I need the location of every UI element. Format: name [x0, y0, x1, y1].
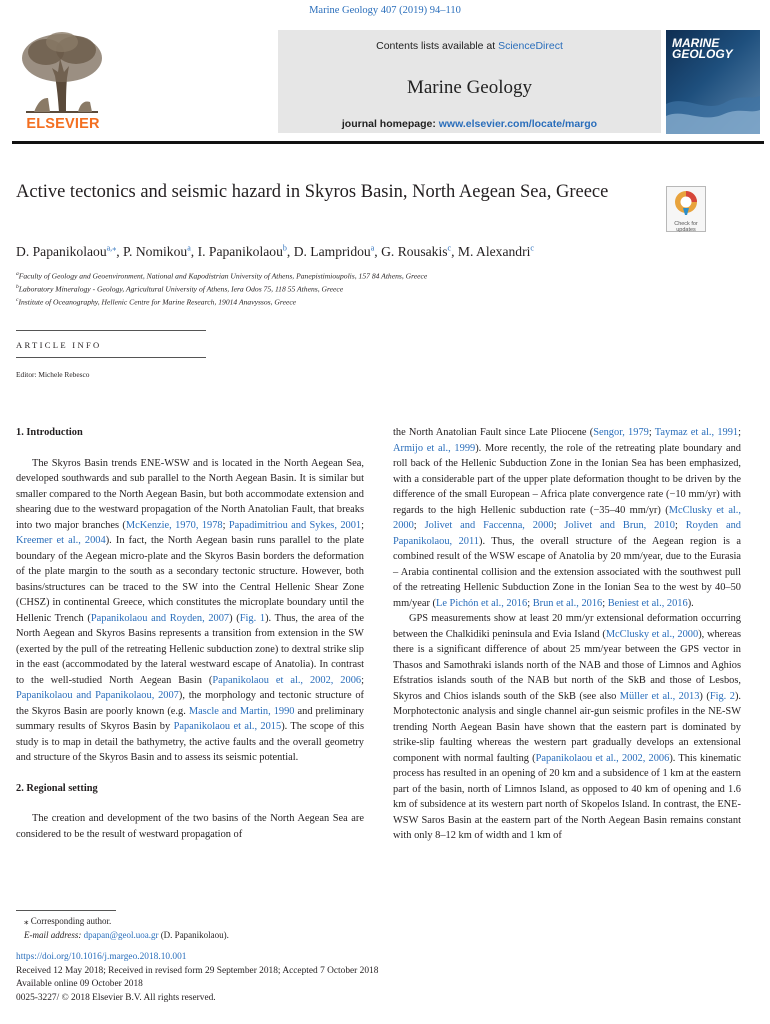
- text-run: ;: [361, 674, 364, 686]
- citation-link[interactable]: Royden and Papanikolaou, 2011: [393, 520, 741, 547]
- text-run: ) (: [699, 690, 710, 702]
- citation-link[interactable]: Papanikolaou et al., 2015: [173, 721, 282, 732]
- author-separator: ,: [374, 243, 382, 259]
- author-affiliation-mark[interactable]: c: [530, 243, 534, 252]
- journal-banner: [278, 30, 661, 133]
- body-paragraph: [393, 611, 741, 844]
- corresponding-author-mark[interactable]: ⁎: [112, 243, 117, 252]
- author-separator: ,: [116, 243, 123, 259]
- affiliation: [16, 295, 756, 308]
- text-run: ;: [602, 597, 608, 609]
- text-run: ). Thus, the overall structure of the Aegean region is a combined result of the WSW escape of Anatolia by 20 mm/year, due to the Eurasia – Arabia continental collision and the extension associated with the southwest pull of the retreating Hellenic Subduction Zone in the Ionian Sea to the west by 40–50 mm/year (: [393, 535, 741, 609]
- author-affiliation-mark[interactable]: c: [447, 243, 452, 252]
- author-name[interactable]: M. Alexandri: [457, 243, 531, 259]
- text-run: ), the morphology and tectonic structure of the Skyros Basin are poorly known (e.g.: [16, 690, 365, 717]
- citation-link[interactable]: Le Pichón et al., 2016: [436, 597, 528, 609]
- citation-link[interactable]: Mascle and Martin, 1990: [188, 705, 295, 717]
- text-run: ;: [648, 427, 655, 438]
- corresponding-author-line: ⁎ Corresponding author.: [24, 916, 112, 926]
- journal-citation[interactable]: Marine Geology 407 (2019) 94–110: [309, 5, 461, 16]
- affiliation-text: Institute of Oceanography, Hellenic Centre for Marine Research, 19014 Anavyssos, Greece: [18, 297, 297, 307]
- affiliation-text: Laboratory Mineralogy - Geology, Agricultural University of Athens, Iera Odos 75, 118 55 Athens, Greece: [18, 284, 344, 294]
- text-run: the North Anatolian Fault since Late Pliocene (: [393, 427, 594, 438]
- text-run: ;: [527, 597, 533, 609]
- body-paragraph: [16, 811, 364, 842]
- text-run: ) (: [229, 612, 240, 624]
- text-run: ). In fact, the North Aegean basin runs parallel to the plate boundary of the Aegean micro-plate and the Skyros Basin borders the deformation of the plate margin to the south as a secondary tectonic structure. However, both basins/structures can be traced to the SW into the Central Hellenic Shear Zone (CHSZ) in continental Greece, which constitutes the microplate boundary until the Hellenic Trench (: [16, 535, 365, 624]
- citation-link[interactable]: McKenzie, 1970, 1978: [125, 519, 223, 531]
- citation-link[interactable]: Brun et al., 2016: [532, 597, 603, 609]
- email-line: [24, 928, 229, 942]
- text-run: ;: [674, 520, 686, 531]
- author-affiliation-mark[interactable]: a: [187, 243, 191, 252]
- citation-link[interactable]: Jolivet and Faccenna, 2000: [424, 520, 554, 531]
- body-column-left: [16, 425, 364, 842]
- body-column-right: [393, 425, 741, 844]
- text-run: ;: [738, 427, 741, 438]
- text-run: ;: [413, 520, 425, 531]
- doi-link[interactable]: https://doi.org/10.1016/j.margeo.2018.10.001: [16, 952, 187, 962]
- citation-link[interactable]: Fig. 1: [239, 612, 266, 624]
- author-list: [16, 243, 756, 260]
- author-affiliation-mark[interactable]: a: [370, 243, 375, 252]
- elsevier-wordmark: ELSEVIER: [26, 116, 100, 132]
- article-info-top-rule: [16, 330, 206, 331]
- journal-cover-image: [666, 30, 760, 134]
- online-date: Available online 09 October 2018: [16, 979, 143, 990]
- section-heading: 2. Regional setting: [16, 782, 98, 794]
- section-heading: 1. Introduction: [16, 427, 83, 438]
- corresponding-author-footnote: [24, 914, 229, 942]
- citation-link[interactable]: Jolivet and Brun, 2010: [564, 520, 675, 531]
- citation-link[interactable]: Papanikolaou and Royden, 2007: [90, 612, 230, 624]
- homepage-label: journal homepage:: [341, 118, 439, 130]
- body-paragraph: [16, 456, 364, 766]
- text-run: ). The scope of this study is to map in detail the bathymetry, the active faults and the overall geometry and structure of the Skyros Basin and to assess its seismic potential.: [16, 721, 364, 763]
- cover-title: MARINE GEOLOGY: [672, 36, 733, 61]
- sciencedirect-link[interactable]: ScienceDirect: [498, 40, 563, 52]
- contents-prefix: Contents lists available at: [376, 40, 499, 52]
- text-run: The creation and development of the two basins of the North Aegean Sea are considered to be the result of westward propagation of: [16, 813, 364, 840]
- author[interactable]: [198, 244, 294, 259]
- citation-link[interactable]: McClusky et al., 2000: [393, 504, 742, 531]
- citation-link[interactable]: Sengor, 1979: [593, 427, 649, 438]
- copyright-line: 0025-3227/ © 2018 Elsevier B.V. All rights reserved.: [16, 992, 216, 1003]
- text-run: ). Morphotectonic analysis and single channel air-gun seismic profiles in the NE-SW trending North Aegean Basin have shown that the eastern part is dominated by strike-slip faulting whereas the western part gradually develops an extensional component with normal faulting (: [393, 690, 741, 764]
- affiliation-text: Faculty of Geology and Geoenvironment, National and Kapodistrian University of Athens, Panepistimioupolis, 157 84 Athens, Greece: [18, 271, 428, 281]
- affiliation: [16, 269, 756, 282]
- affiliation-list: [16, 269, 756, 308]
- text-run: ).: [687, 597, 694, 609]
- author-separator: ,: [451, 243, 458, 259]
- text-run: ). Thus, the area of the North Aegean and Skyros Basins represents a transition from extension in the SW (exerted by the pull of the retreating Hellenic subduction zone) to dextral strike slip in the east (accommodated by the lateral westward escape of Anatolia). In contrast to the well-studied North Aegean Basin (: [16, 612, 364, 686]
- text-run: GPS measurements show at least 20 mm/yr extensional deformation occurring between the Chalkidiki peninsula and Evia Island (: [393, 613, 741, 640]
- author[interactable]: [123, 244, 198, 259]
- author-separator: ,: [286, 243, 294, 259]
- cover-wave-graphic: [666, 74, 760, 134]
- email-suffix: (D. Papanikolaou).: [158, 930, 229, 940]
- contents-line: [278, 40, 661, 52]
- text-run: ). More recently, the role of the retreating plate boundary and roll back of the Hellenic Subduction Zone in the Ionian Sea has been emphasized, with a considerable part of the upper plate deformation thought to be driven by the difference of the small European – Africa plate convergence rate (−10 mm/yr) with regards to the high Hellenic subduction rate (−35–40 mm/yr) (: [393, 442, 741, 516]
- text-run: The Skyros Basin trends ENE-WSW and is located in the North Aegean Sea, developed southwards and sub parallel to the North Aegean Basin. It is similar but smaller compared to the North Aegean Basin, but both accommodate extension and shearing due to the westward propagation of the North Anatolian Fault, that breaks into two major branches (: [16, 457, 364, 531]
- homepage-line: [278, 118, 661, 130]
- journal-masthead: [12, 28, 764, 138]
- affiliation-key: a: [16, 271, 19, 277]
- author[interactable]: [458, 244, 534, 259]
- author[interactable]: [16, 244, 123, 259]
- citation-link[interactable]: Armijo et al., 1999: [393, 442, 476, 454]
- citation-link[interactable]: Müller et al., 2013: [619, 690, 700, 702]
- citation-link[interactable]: Papanikolaou et al., 2002, 2006: [535, 752, 670, 764]
- editor-line: Editor: Michele Rebesco: [16, 370, 90, 379]
- homepage-link[interactable]: www.elsevier.com/locate/margo: [438, 118, 598, 130]
- citation-link[interactable]: Kreemer et al., 2004: [16, 535, 106, 546]
- citation-link[interactable]: McClusky et al., 2000: [605, 628, 699, 640]
- text-run: ). This kinematic process has resulted in an opening of 20 km and a subsidence of 1 km at the eastern part of the basin, north of Limnos Island, as opposed to 40 km of opening and 1.6 km of subsidence at its western part north of Skopelos Island. In contrast, the ENE-WSW Saros Basin at the eastern part of the North Aegean Basin remains constant with only 8–12 km of width and 1 km of: [393, 752, 742, 841]
- author-separator: ,: [190, 243, 198, 259]
- author-name[interactable]: G. Rousakis: [381, 243, 448, 259]
- citation-link[interactable]: Fig. 2: [709, 690, 735, 702]
- author-affiliation-mark[interactable]: a,: [106, 243, 113, 252]
- footnote-rule: [16, 910, 116, 911]
- citation-link[interactable]: Beniest et al., 2016: [607, 597, 688, 609]
- crossmark-icon: [674, 190, 698, 216]
- journal-title: Marine Geology: [406, 77, 533, 98]
- author-affiliation-mark[interactable]: b: [282, 243, 287, 252]
- text-run: and preliminary summary results of Skyros Basin by: [16, 705, 364, 732]
- body-paragraph: [393, 425, 741, 611]
- check-for-updates-button[interactable]: [666, 186, 706, 232]
- affiliation-key: b: [16, 284, 19, 291]
- author-name[interactable]: D. Papanikolaou: [16, 243, 107, 259]
- affiliation-key: c: [16, 297, 19, 304]
- affiliation: [16, 282, 756, 295]
- citation-link[interactable]: Papanikolaou et al., 2002, 2006: [212, 674, 362, 686]
- author[interactable]: [294, 244, 381, 259]
- author[interactable]: [381, 244, 458, 259]
- email-link[interactable]: dpapan@geol.uoa.gr: [83, 930, 159, 940]
- author-name[interactable]: P. Nomikou: [122, 243, 188, 259]
- author-name[interactable]: D. Lampridou: [293, 243, 371, 259]
- email-label: E-mail address:: [24, 930, 82, 940]
- article-info-rule: [16, 357, 206, 358]
- citation-link[interactable]: Taymaz et al., 1991: [654, 427, 739, 438]
- text-run: ;: [361, 519, 364, 531]
- crossmark-label: Check for updates: [674, 221, 698, 233]
- author-name[interactable]: I. Papanikolaou: [197, 243, 283, 259]
- citation-link[interactable]: Papadimitriou and Sykes, 2001: [228, 519, 362, 531]
- text-run: ;: [222, 519, 229, 531]
- citation-link[interactable]: Papanikolaou and Papanikolaou, 2007: [16, 690, 179, 701]
- header-rule: [12, 141, 764, 144]
- article-title: Active tectonics and seismic hazard in Skyros Basin, North Aegean Sea, Greece: [16, 182, 609, 202]
- article-history: [16, 951, 378, 1005]
- received-dates: Received 12 May 2018; Received in revised form 29 September 2018; Accepted 7 October 2018: [16, 965, 379, 976]
- text-run: ), whereas there is a significant difference of about 25 mm/year between the GPS vector in Thasos and Samothraki islands north of the NAB and those of Limnos and Aghios Efstratios islands south of the NAB but north of the SkB and those of Lesbos, Skyros and Chios islands south of the SkB (see also: [393, 628, 741, 702]
- article-info-heading: ARTICLE INFO: [16, 340, 102, 350]
- text-run: ;: [553, 520, 565, 531]
